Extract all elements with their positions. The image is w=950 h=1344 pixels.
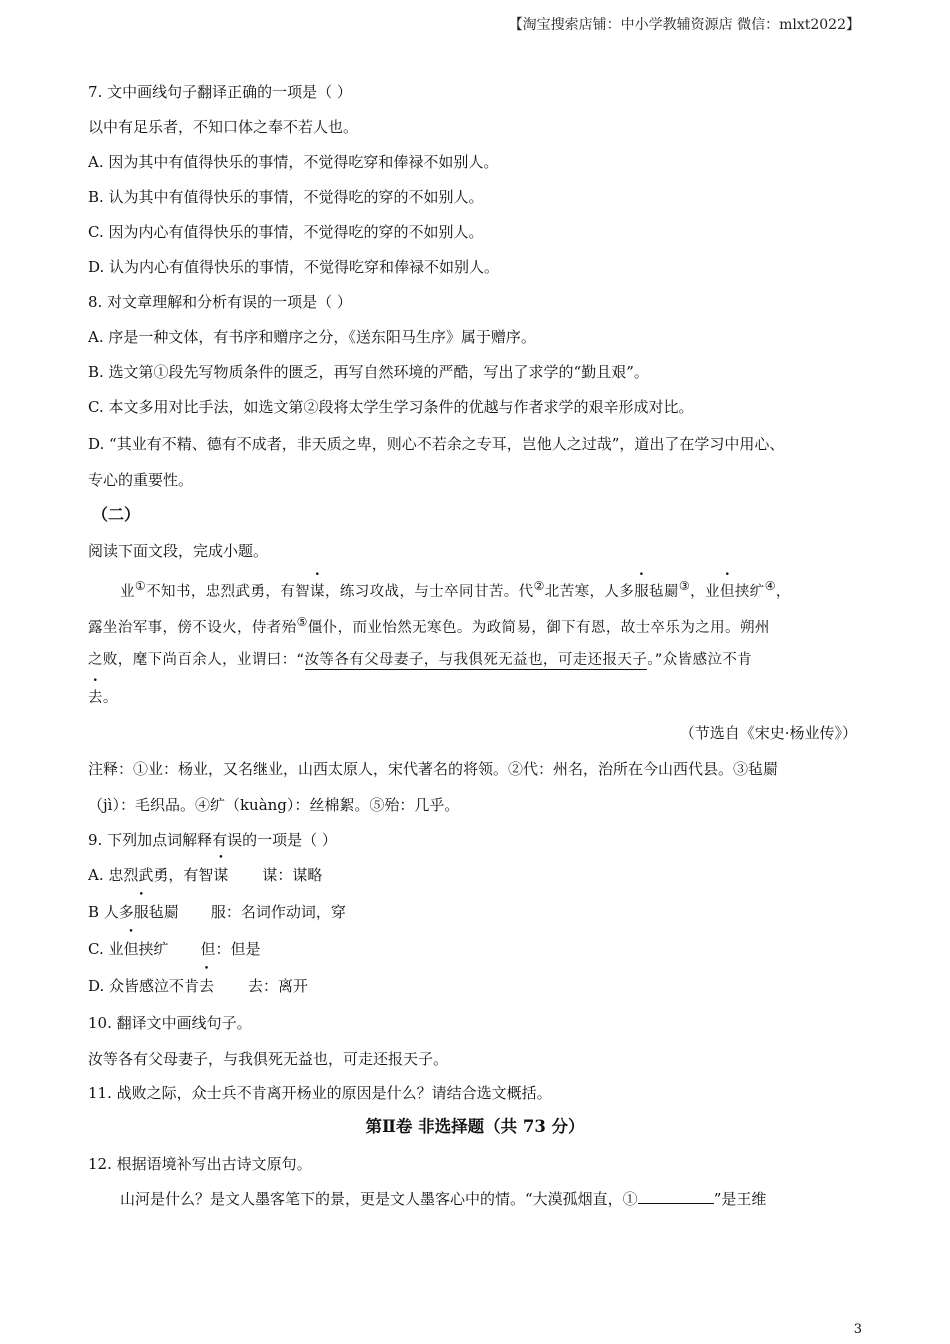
q7-sentence: 以中有足乐者，不知口体之奉不若人也。 xyxy=(88,118,359,136)
q8-option-a: A. 序是一种文体，有书序和赠序之分，《送东阳马生序》属于赠序。 xyxy=(88,328,536,346)
passage-line-2: 露坐治军事，傍不设火，侍者殆⑤僵仆，而业怡然无寒色。为政简易，御下有恩，故士卒乐为之用。朔州 xyxy=(88,615,770,636)
page-header: 【淘宝搜索店铺：中小学教辅资源店 微信：mlxt2022】 xyxy=(508,17,860,33)
q9-option-a: A. 忠烈武勇，有智谋 谋：谋略 xyxy=(88,866,323,884)
notes-line-1: 注释：①业：杨业，又名继业，山西太原人，宋代著名的将领。②代：州名，治所在今山西代县。③毡罽 xyxy=(88,760,779,778)
q7-stem: 7. 文中画线句子翻译正确的一项是（ ） xyxy=(88,83,352,101)
q8-stem: 8. 对文章理解和分析有误的一项是（ ） xyxy=(88,293,352,311)
passage-line-1: 业①不知书，忠烈武勇，有智谋，练习攻战，与士卒同甘苦。代②北苦寒，人多服毡罽③，业但挟纩④， xyxy=(120,579,791,600)
volume-2-title: 第Ⅱ卷 非选择题（共 73 分） xyxy=(365,1117,585,1136)
notes-line-2: （jì）：毛织品。④纩（kuàng）：丝棉絮。⑤殆：几乎。 xyxy=(88,796,460,814)
underlined-sentence: 汝等各有父母妻子，与我俱死无益也，可走还报天子 xyxy=(304,652,648,668)
q8-option-b: B. 选文第①段先写物质条件的匮乏，再写自然环境的严酷，写出了求学的“勤且艰”。 xyxy=(88,363,649,381)
passage-line-4: 去。 xyxy=(88,690,118,706)
q8-option-d-line2: 专心的重要性。 xyxy=(88,471,194,489)
page-number: 3 xyxy=(853,1322,862,1337)
dotted-char-fu: 服 xyxy=(634,583,650,600)
passage-source: （节选自《宋史·杨业传》） xyxy=(679,724,857,742)
dotted-char-qu: 去 xyxy=(88,690,103,706)
q7-option-d: D. 认为内心有值得快乐的事情，不觉得吃穿和俸禄不如别人。 xyxy=(88,258,500,276)
dotted-char-dan: 但 xyxy=(719,583,735,600)
section-2-title: （二） xyxy=(92,505,141,524)
q11-stem: 11. 战败之际，众士兵不肯离开杨业的原因是什么？请结合选文概括。 xyxy=(88,1084,552,1102)
q8-option-c: C. 本文多用对比手法，如选文第②段将太学生学习条件的优越与作者求学的艰辛形成对比。 xyxy=(88,398,694,416)
q10-sentence: 汝等各有父母妻子，与我俱死无益也，可走还报天子。 xyxy=(88,1050,449,1068)
answer-blank-1[interactable] xyxy=(638,1189,714,1204)
q8-option-d-line1: D. “其业有不精、德有不成者，非天质之卑，则心不若余之专耳，岂他人之过哉”，道出了在学习中用心、 xyxy=(88,435,785,453)
q10-stem: 10. 翻译文中画线句子。 xyxy=(88,1014,252,1032)
dotted-char-mou: 谋 xyxy=(310,583,325,600)
q9-stem: 9. 下列加点词解释有误的一项是（ ） xyxy=(88,831,337,849)
q9-option-b: B 人多服毡罽 服：名词作动词，穿 xyxy=(88,903,346,921)
q12-stem: 12. 根据语境补写出古诗文原句。 xyxy=(88,1155,312,1173)
q7-option-b: B. 认为其中有值得快乐的事情，不觉得吃的穿的不如别人。 xyxy=(88,188,484,206)
q7-option-a: A. 因为其中有值得快乐的事情，不觉得吃穿和俸禄不如别人。 xyxy=(88,153,499,171)
q9-option-c: C. 业但挟纩 但：但是 xyxy=(88,940,261,958)
q12-context: 山河是什么？是文人墨客笔下的景，更是文人墨客心中的情。“大漠孤烟直，① ”是王维 xyxy=(120,1190,767,1208)
passage-line-3: 之败，麾下尚百余人，业谓曰：“汝等各有父母妻子，与我俱死无益也，可走还报天子。”众皆感泣不肯 xyxy=(88,652,753,668)
q7-option-c: C. 因为内心有值得快乐的事情，不觉得吃的穿的不如别人。 xyxy=(88,223,484,241)
section-2-instruction: 阅读下面文段，完成小题。 xyxy=(88,542,269,560)
q9-option-d: D. 众皆感泣不肯去 去：离开 xyxy=(88,977,309,995)
